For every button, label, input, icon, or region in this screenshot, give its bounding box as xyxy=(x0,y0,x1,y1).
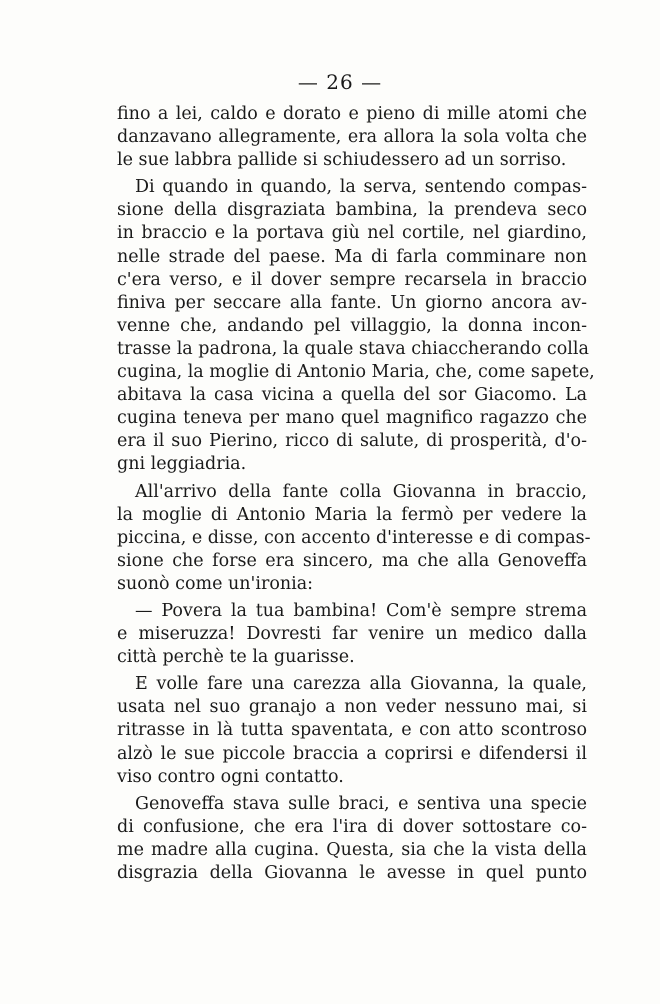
text-line: era il suo Pierino, ricco di salute, di prosperità, d'o- xyxy=(117,431,587,452)
text-line: cugina, la moglie di Antonio Maria, che, come sapete, xyxy=(117,362,595,383)
text-line: me madre alla cugina. Questa, sia che la vista della xyxy=(117,839,587,860)
paragraph xyxy=(117,793,587,885)
text-line: trasse la padrona, la quale stava chiaccherando colla xyxy=(117,338,589,359)
paragraph xyxy=(117,600,587,669)
text-line: alzò le sue piccole braccia a coprirsi e difendersi il xyxy=(117,743,587,764)
page-number: — 26 — xyxy=(297,70,383,94)
text-line: di confusione, che era l'ira di dover sottostare co- xyxy=(117,816,587,837)
paragraph xyxy=(117,673,587,788)
text-line: venne che, andando pel villaggio, la donna incon- xyxy=(117,315,587,336)
text-line: disgrazia della Giovanna le avesse in quel punto xyxy=(117,863,587,883)
paragraph xyxy=(117,481,591,596)
text-line: e miseruzza! Dovresti far venire un medico dalla xyxy=(117,624,587,645)
text-line: le sue labbra pallide si schiudessero ad un sorriso. xyxy=(117,150,567,171)
paragraph xyxy=(117,103,587,172)
text-line: abitava la casa vicina a quella del sor Giacomo. La xyxy=(117,385,587,406)
text-line: nelle strade del paese. Ma di farla comminare non xyxy=(117,246,587,267)
text-line: cugina teneva per mano quel magnifico ragazzo che xyxy=(117,408,587,429)
text-line: ritrasse in là tutta spaventata, e con atto scontroso xyxy=(117,720,587,741)
text-line: c'era verso, e il dover sempre recarsela in braccio xyxy=(117,269,587,290)
text-line: viso contro ogni contatto. xyxy=(117,766,344,787)
text-line: — Povera la tua bambina! Com'è sempre strema xyxy=(135,600,587,621)
paragraph xyxy=(117,176,595,476)
body-text xyxy=(117,103,595,885)
text-line: fino a lei, caldo e dorato e pieno di mille atomi che xyxy=(117,104,587,124)
text-line: in braccio e la portava giù nel cortile, nel giardino, xyxy=(117,223,587,244)
text-line: E volle fare una carezza alla Giovanna, la quale, xyxy=(135,674,587,695)
text-line: sione della disgraziata bambina, la prendeva seco xyxy=(117,200,587,221)
text-line: usata nel suo granajo a non veder nessuno mai, si xyxy=(117,697,587,718)
text-line: finiva per seccare alla fante. Un giorno ancora av- xyxy=(117,292,587,313)
text-line: suonò come un'ironia: xyxy=(117,573,314,594)
text-line: la moglie di Antonio Maria la fermò per vedere la xyxy=(117,504,587,525)
text-line: Genoveffa stava sulle braci, e sentiva una specie xyxy=(135,793,587,814)
text-line: danzavano allegramente, era allora la sola volta che xyxy=(117,127,587,148)
text-line: Di quando in quando, la serva, sentendo compas- xyxy=(135,177,587,198)
text-line: piccina, e disse, con accento d'interesse e di compas- xyxy=(117,527,591,548)
text-line: gni leggiadria. xyxy=(117,454,247,475)
text-line: città perchè te la guarisse. xyxy=(117,647,355,668)
text-line: All'arrivo della fante colla Giovanna in braccio, xyxy=(135,481,587,502)
text-line: sione che forse era sincero, ma che alla Genoveffa xyxy=(117,550,587,571)
